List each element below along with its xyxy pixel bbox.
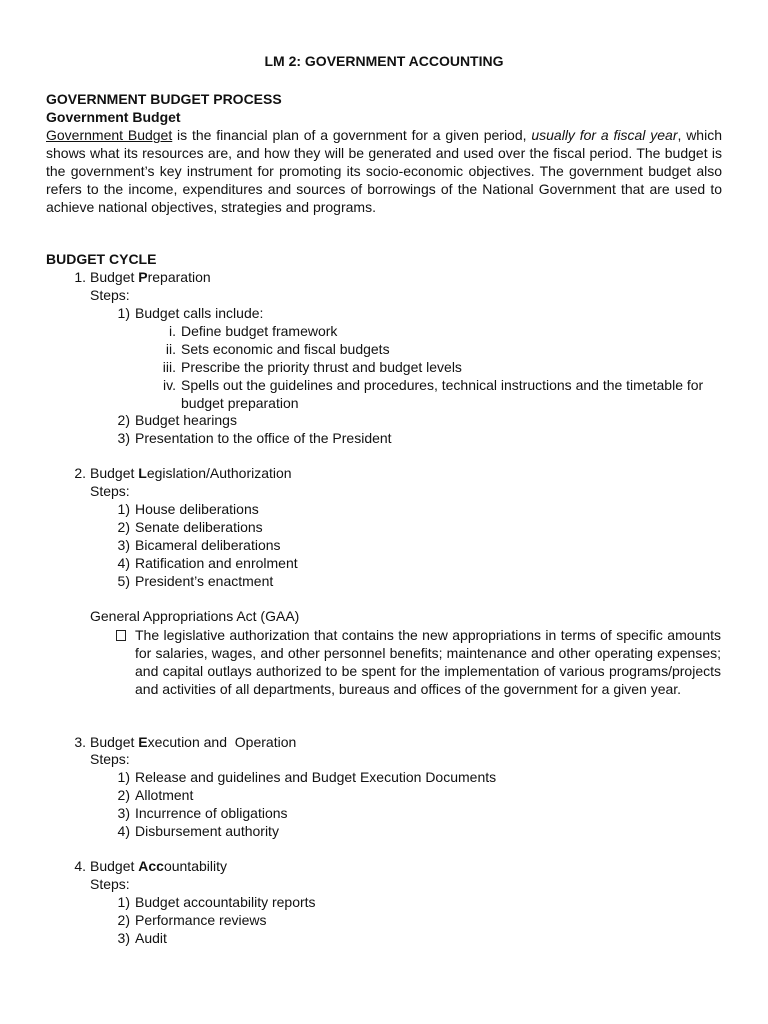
subheading-government-budget: Government Budget [46, 109, 181, 125]
definition-part-b: , which shows what its resources are, and how they will be generated and used over the fiscal period. The budget is the government’s key instrument for promoting its socio-economic objectives. The government budget also refers to the income, expenditures and sources of borrowings of the National Government that are used to achieve national objectives, strategies and programs. [46, 127, 722, 215]
document-title: LM 2: GOVERNMENT ACCOUNTING [264, 53, 504, 69]
section-heading-budget-cycle: BUDGET CYCLE [46, 251, 157, 267]
definition-italic: usually for a fiscal year [531, 127, 678, 143]
section-heading-budget-process: GOVERNMENT BUDGET PROCESS [46, 91, 282, 107]
document-page: LM 2: GOVERNMENT ACCOUNTING GOVERNMENT BUDGET PROCESS Government Budget Government Budget is the financial plan of a government for a given period, usually for a fiscal year, which shows what its resources are, and how they will be generated and used over the fiscal period. The budget is the government’s key instrument for promoting its socio-economic objectives. The government budget also refers to the income, expenditures and sources of borrowings of the National Government that are used to achieve national objectives, strategies and programs. BUDGET CYCLE 1. Budget Preparation Steps: 1) Budget calls include: i. Define budget framework ii. Sets economic and fiscal budgets iii. Prescribe the priority thrust and budget levels iv. Spells out the guidelines and procedures, technical instructions and the timetable for budget preparation 2) Budget hearings 3) Presentation to the office of the President 2. Budget Legislation/Authorization Steps: 1) House deliberations 2) Senate deliberations 3) Bicameral deliberations 4) Ratification and enrolment 5) President’s enactment General Appropriations Act (GAA) The legislative authorization that contains the new appropriations in terms of specific amounts for salaries, wages, and other personnel benefits; maintenance and other operating expenses; and capital outlays authorized to be spent for the implementation of various programs/projects and activities of all departments, bureaus and offices of the government for a given year. 3. Budget Execution and Operation Steps: 1) Release and guidelines and Budget Execution Documents 2) Allotment 3) Incurrence of obligations 4) Disbursement authority 4. Budget Accountability Steps: 1) Budget accountability reports 2) Performance reviews 3) Audit [0, 0, 768, 1024]
definition-part-a: is the financial plan of a government for a given period, [172, 127, 532, 143]
square-bullet-icon [116, 630, 126, 641]
stage-number: 1. [74, 269, 86, 285]
defined-term: Government Budget [46, 127, 173, 143]
stage-label: Budget Preparation [90, 269, 211, 285]
government-budget-definition [46, 126, 722, 216]
gaa-definition: The legislative authorization that contains the new appropriations in terms of specific amounts for salaries, wages, and other personnel benefits; maintenance and other operating expenses; and capital outlays authorized to be spent for the implementation of various programs/projects and activities of all departments, bureaus and offices of the government for a given year. [135, 627, 721, 697]
